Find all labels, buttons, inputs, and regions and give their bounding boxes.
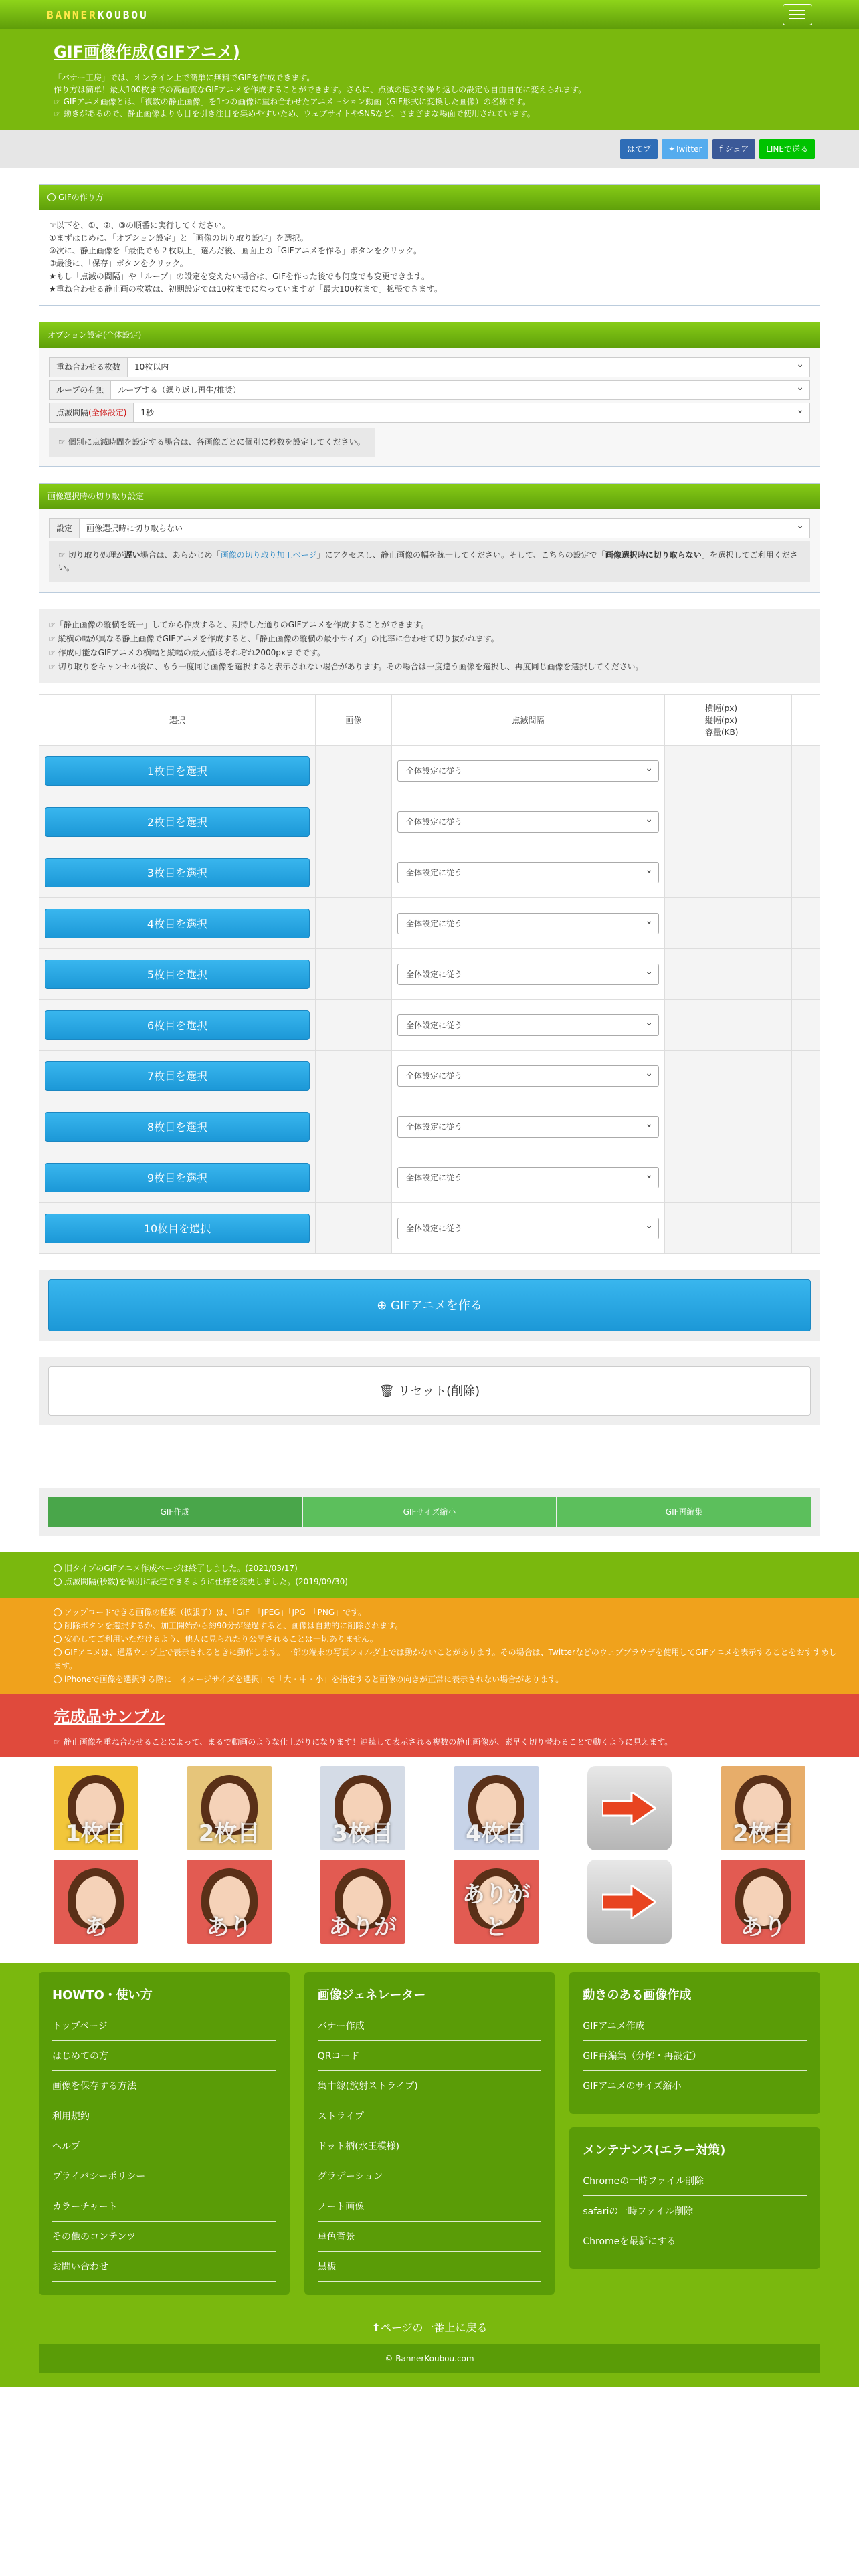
crop-note	[49, 541, 810, 582]
interval-cell	[392, 898, 665, 949]
size-cell	[665, 898, 792, 949]
col-width: 横幅(px)	[705, 703, 738, 713]
howto-line: ③最後に、「保存」ボタンをクリック。	[49, 259, 188, 268]
size-cell	[665, 847, 792, 898]
footer-link[interactable]: Chromeを最新にする	[583, 2236, 676, 2247]
footer-link[interactable]: 画像を保存する方法	[52, 2071, 276, 2101]
table-row	[39, 1051, 820, 1101]
warning-item	[54, 1646, 843, 1673]
interval-cell	[392, 1051, 665, 1101]
footer-link[interactable]: GIFアニメのサイズ縮小	[583, 2081, 682, 2092]
interval-cell	[392, 847, 665, 898]
sample-frame	[454, 1860, 539, 1944]
extra-cell	[792, 847, 820, 898]
row-interval-select[interactable]: 全体設定に従う ⌄	[397, 1116, 659, 1138]
crop-note-bold: 画像選択時に切り取らない	[605, 550, 702, 560]
facebook-share-label: シェア	[725, 144, 749, 154]
table-row	[39, 949, 820, 1000]
warning-item	[54, 1606, 843, 1619]
select-image-button[interactable]: 2枚目を選択	[45, 807, 310, 837]
make-gif-button[interactable]	[48, 1279, 811, 1331]
crop-note-text: 」を選択してご利用ください。	[58, 550, 798, 572]
crop-body	[39, 509, 820, 592]
col-filesize: 容量(KB)	[705, 727, 739, 737]
back-to-top-label: ページの一番上に戻る	[380, 2321, 488, 2334]
loop-select[interactable]	[49, 380, 810, 400]
warning-item	[54, 1673, 843, 1686]
make-box	[39, 1270, 820, 1341]
select-cell	[39, 1152, 316, 1203]
tip-item: ☞ 縦横の幅が異なる静止画像でGIFアニメを作成すると、「静止画像の縦横の最小サイズ」の比率に合わせて切り抜かれます。	[48, 634, 499, 643]
select-image-button[interactable]: 1枚目を選択	[45, 756, 310, 786]
extra-cell	[792, 1101, 820, 1152]
extra-cell	[792, 1152, 820, 1203]
make-gif-label: GIFアニメを作る	[391, 1299, 482, 1313]
menu-icon-bar	[789, 14, 805, 15]
twitter-share-button[interactable]	[662, 139, 708, 159]
warning-item	[54, 1632, 843, 1646]
footer-maint-box	[569, 2127, 820, 2269]
arrow-icon	[587, 1860, 672, 1944]
select-image-button[interactable]: 8枚目を選択	[45, 1112, 310, 1142]
sample-frame	[320, 1766, 405, 1850]
frame-label: 2枚目	[198, 1820, 260, 1847]
line-share-button[interactable]: LINEで送る	[759, 139, 815, 159]
tool-tabs	[39, 1488, 820, 1536]
crop-note-text: 場合は、あらかじめ「	[140, 550, 221, 560]
footer-link[interactable]: 利用規約	[52, 2101, 276, 2131]
footer-link[interactable]: ストライプ	[318, 2101, 542, 2131]
howto-line: ①まずはじめに、「オプション設定」と「画像の切り取り設定」を選択。	[49, 233, 308, 243]
preview-cell	[316, 1152, 392, 1203]
menu-icon-bar	[789, 18, 805, 19]
extra-cell	[792, 796, 820, 847]
table-row	[39, 1152, 820, 1203]
crop-note-text: ☞ 切り取り処理が	[58, 550, 124, 560]
select-image-button[interactable]: 3枚目を選択	[45, 858, 310, 887]
footer-link[interactable]: 単色背景	[318, 2222, 542, 2252]
preview-cell	[316, 796, 392, 847]
sample-row-2	[54, 1860, 805, 1944]
sample-frame	[54, 1860, 138, 1944]
extra-cell	[792, 949, 820, 1000]
table-row	[39, 1101, 820, 1152]
menu-icon	[789, 10, 805, 11]
interval-cell	[392, 796, 665, 847]
row-interval-select[interactable]: 全体設定に従う ⌄	[397, 964, 659, 985]
size-cell	[665, 1101, 792, 1152]
interval-label-scope: (全体設定)	[88, 408, 127, 417]
facebook-share-button[interactable]	[712, 139, 755, 159]
footer-link[interactable]: Chromeの一時ファイル削除	[583, 2166, 807, 2196]
tab-gif-edit[interactable]: GIF再編集	[557, 1497, 811, 1527]
warning-text: GIFアニメは、通常ウェブ上で表示されるときに動作します。一部の端末の写真フォルダ上では動かないことがあります。その場合は、Twitterなどのウェブブラウザを使用してGIFアニメを表示することをおすすめします。	[54, 1648, 837, 1671]
select-image-button[interactable]: 9枚目を選択	[45, 1163, 310, 1192]
reset-button[interactable]	[48, 1366, 811, 1416]
table-row	[39, 796, 820, 847]
sample-frame	[721, 1766, 805, 1850]
extra-cell	[792, 1000, 820, 1051]
news-item	[54, 1562, 843, 1575]
footer-howto-box	[39, 1972, 290, 2295]
warning-text: iPhoneで画像を選択する際に「イメージサイズを選択」で「大・中・小」を指定すると画像の向きが正常に表示されない場合があります。	[64, 1675, 564, 1684]
table-body	[39, 746, 820, 1254]
footer-link[interactable]: お問い合わせ	[52, 2252, 276, 2282]
clock-icon	[54, 1578, 62, 1586]
warning-text: 安心してご利用いただけるよう、他人に見られたり公開されることは一切ありません。	[64, 1634, 378, 1644]
footer-howto-title: HOWTO・使い方	[52, 1988, 153, 2002]
preview-cell	[316, 1203, 392, 1254]
select-cell	[39, 746, 316, 796]
options-note: ☞ 個別に点滅時間を設定する場合は、各画像ごとに個別に秒数を設定してください。	[49, 428, 375, 457]
extra-cell	[792, 1203, 820, 1254]
table-row	[39, 1203, 820, 1254]
frame-label: 2枚目	[733, 1820, 794, 1847]
size-cell	[665, 796, 792, 847]
howto-line: ②次に、静止画像を「最低でも２枚以上」選んだ後、画面上の「GIFアニメを作る」ボタンをクリック。	[49, 246, 421, 255]
preview-cell	[316, 1000, 392, 1051]
reset-box	[39, 1357, 820, 1425]
frame-label: 4枚目	[465, 1820, 527, 1847]
interval-cell	[392, 949, 665, 1000]
extra-cell	[792, 1051, 820, 1101]
tip-item: ☞ 作成可能なGIFアニメの横幅と縦幅の最大値はそれぞれ2000pxまでです。	[48, 648, 326, 657]
count-select[interactable]	[49, 357, 810, 377]
sample-frame	[320, 1860, 405, 1944]
tips-box	[39, 609, 820, 683]
image-table	[39, 694, 820, 1254]
crop-value[interactable]: 画像選択時に切り取らない ⌄	[80, 519, 809, 538]
col-interval: 点滅間隔	[392, 695, 665, 746]
select-cell	[39, 1101, 316, 1152]
tip-item: ☞ 切り取りをキャンセル後に、もう一度同じ画像を選択すると表示されない場合があります。その場合は一度違う画像を選択し、再度同じ画像を選択してください。	[48, 662, 644, 671]
extra-cell	[792, 898, 820, 949]
footer-motion-box	[569, 1972, 820, 2114]
select-cell	[39, 1203, 316, 1254]
news-item	[54, 1575, 843, 1588]
howto-title: GIFの作り方	[58, 193, 104, 202]
warning-text: アップロードできる画像の種類（拡張子）は、「GIF」「JPEG」「JPG」「PNG」です。	[64, 1608, 367, 1617]
table-header-row	[39, 695, 820, 746]
hero-text-2: 作り方は簡単！最大100枚までの高画質なGIFアニメを作成することができます。さらに、点滅の速さや繰り返しの設定も自由自在に変えられます。	[54, 85, 587, 94]
hero-text-1: 「バナー工房」では、オンライン上で簡単に無料でGIFを作成できます。	[54, 73, 315, 82]
facebook-icon: f	[719, 144, 725, 154]
select-image-button[interactable]: 6枚目を選択	[45, 1010, 310, 1040]
howto-line: ☞以下を、①、②、③の順番に実行してください。	[49, 221, 231, 230]
footer-maint-title: メンテナンス(エラー対策)	[583, 2143, 726, 2157]
sample-frame	[187, 1860, 272, 1944]
footer-link[interactable]: トップページ	[52, 2011, 276, 2041]
sample-thumbnails	[0, 1757, 859, 1963]
row-interval-select[interactable]: 全体設定に従う ⌄	[397, 760, 659, 782]
copyright: © BannerKoubou.com	[39, 2344, 820, 2373]
interval-cell	[392, 1101, 665, 1152]
twitter-share-label: Twitter	[675, 144, 702, 154]
back-to-top-link[interactable]	[39, 2319, 820, 2335]
size-cell	[665, 1051, 792, 1101]
sample-title: 完成品サンプル	[54, 1707, 165, 1726]
menu-toggle-button[interactable]	[783, 4, 812, 25]
arrow-up-icon: ⬆	[371, 2321, 381, 2334]
check-icon	[54, 1648, 62, 1656]
crop-panel	[39, 483, 820, 593]
select-cell	[39, 898, 316, 949]
footer-link[interactable]: グラデーション	[318, 2161, 542, 2191]
twitter-icon: ✦	[668, 144, 676, 154]
right-arrow-icon	[602, 1885, 656, 1919]
footer-link[interactable]: safariの一時ファイル削除	[583, 2196, 807, 2226]
col-select: 選択	[39, 695, 316, 746]
howto-header	[39, 185, 820, 210]
warning-item	[54, 1619, 843, 1632]
footer-link[interactable]: ノート画像	[318, 2191, 542, 2222]
size-cell	[665, 1152, 792, 1203]
loop-label: ループの有無	[50, 381, 111, 399]
howto-line: ★もし「点滅の間隔」や「ループ」の設定を変えたい場合は、GIFを作った後でも何度でも変更できます。	[49, 272, 430, 281]
howto-body	[39, 210, 820, 305]
check-icon	[54, 1622, 62, 1630]
preview-cell	[316, 1051, 392, 1101]
news-text: 旧タイプのGIFアニメ作成ページは終了しました。(2021/03/17)	[64, 1564, 298, 1573]
crop-note-bold: 遅い	[124, 550, 140, 560]
interval-cell	[392, 1152, 665, 1203]
frame-label: ありがと	[462, 1881, 531, 1941]
footer-link[interactable]: GIFアニメ作成	[583, 2011, 807, 2041]
hero	[0, 29, 859, 130]
table-row	[39, 746, 820, 796]
check-icon	[54, 1608, 62, 1616]
interval-select[interactable]	[49, 403, 810, 423]
sample-frame	[54, 1766, 138, 1850]
sample-desc: ☞ 静止画像を重ね合わせることによって、まるで動画のような仕上がりになります！連続して表示される複数の静止画像が、素早く切り替わることで動くように見えます。	[54, 1737, 673, 1747]
preview-cell	[316, 898, 392, 949]
crop-select[interactable]	[49, 518, 810, 538]
size-cell	[665, 1000, 792, 1051]
warning-box	[0, 1598, 859, 1694]
crop-label: 設定	[50, 519, 80, 538]
footer-howto-links	[52, 2011, 276, 2282]
row-interval-select[interactable]: 全体設定に従う ⌄	[397, 862, 659, 883]
sample-frame	[187, 1766, 272, 1850]
reset-label: リセット(削除)	[398, 1384, 480, 1398]
hero-text-4: ☞ 動きがあるので、静止画像よりも目を引き注目を集めやすいため、ウェブサイトやSNSなど、さまざまな場面で使用されています。	[54, 109, 535, 118]
row-interval-select[interactable]: 全体設定に従う ⌄	[397, 1014, 659, 1036]
howto-line: ★重ね合わせる静止画の枚数は、初期設定では10枚までになっていますが「最大100枚まで」拡張できます。	[49, 284, 442, 294]
size-cell	[665, 1203, 792, 1254]
news-box	[0, 1552, 859, 1598]
footer-link[interactable]: ヘルプ	[52, 2131, 276, 2161]
footer-link[interactable]: QRコード	[318, 2041, 542, 2071]
options-body	[39, 348, 820, 466]
footer-link[interactable]: ドット柄(水玉模様)	[318, 2131, 542, 2161]
logo-part-a: BANNER	[47, 8, 98, 21]
frame-label: あり	[206, 1914, 252, 1941]
select-cell	[39, 1000, 316, 1051]
footer-generator-title: 画像ジェネレーター	[317, 1988, 426, 2002]
logo[interactable]	[47, 9, 149, 21]
interval-label-text: 点滅間隔	[56, 408, 89, 417]
arrow-icon	[587, 1766, 672, 1850]
col-image: 画像	[316, 695, 392, 746]
howto-panel	[39, 184, 820, 306]
footer-link[interactable]: カラーチャート	[52, 2191, 276, 2222]
interval-cell	[392, 1000, 665, 1051]
row-interval-select[interactable]: 全体設定に従う ⌄	[397, 1218, 659, 1239]
sample-frame	[721, 1860, 805, 1944]
row-interval-select[interactable]: 全体設定に従う ⌄	[397, 913, 659, 934]
table-row	[39, 1000, 820, 1051]
col-height: 縦幅(px)	[705, 715, 738, 725]
sample-section	[0, 1694, 859, 1757]
frame-label: あ	[84, 1914, 107, 1941]
select-image-button[interactable]: 10枚目を選択	[45, 1214, 310, 1243]
check-icon	[47, 193, 56, 201]
tip-item: ☞「静止画像の縦横を統一」してから作成すると、期待した通りのGIFアニメを作成することができます。	[48, 620, 429, 629]
tab-gif-resize[interactable]: GIFサイズ縮小	[303, 1497, 558, 1527]
footer-motion-links	[583, 2011, 807, 2101]
preview-cell	[316, 1101, 392, 1152]
footer-maint-links	[583, 2166, 807, 2256]
select-image-button[interactable]: 5枚目を選択	[45, 960, 310, 989]
size-cell	[665, 746, 792, 796]
interval-value[interactable]: 1秒 ⌄	[134, 403, 809, 422]
check-icon	[54, 1635, 62, 1643]
check-icon	[54, 1675, 62, 1683]
col-size	[665, 695, 792, 746]
row-interval-select[interactable]: 全体設定に従う ⌄	[397, 1167, 659, 1188]
frame-label: 1枚目	[65, 1820, 126, 1847]
preview-cell	[316, 949, 392, 1000]
table-row	[39, 898, 820, 949]
col-extra	[792, 695, 820, 746]
select-image-button[interactable]: 7枚目を選択	[45, 1061, 310, 1091]
crop-note-text: 」にアクセスし、静止画像の幅を統一してください。そして、こちらの設定で「	[316, 550, 605, 560]
table-row	[39, 847, 820, 898]
row-interval-select[interactable]: 全体設定に従う ⌄	[397, 811, 659, 833]
preview-cell	[316, 847, 392, 898]
options-panel	[39, 322, 820, 467]
footer-link[interactable]: プライバシーポリシー	[52, 2161, 276, 2191]
right-arrow-icon	[602, 1792, 656, 1825]
loop-value[interactable]: ループする（繰り返し再生/推奨） ⌄	[111, 381, 809, 399]
select-cell	[39, 796, 316, 847]
select-cell	[39, 847, 316, 898]
footer-generator-box	[304, 1972, 555, 2295]
footer-link[interactable]: はじめての方	[52, 2041, 276, 2071]
row-interval-select[interactable]: 全体設定に従う ⌄	[397, 1065, 659, 1087]
share-bar	[0, 130, 859, 168]
footer-link[interactable]: その他のコンテンツ	[52, 2222, 276, 2252]
select-image-button[interactable]: 4枚目を選択	[45, 909, 310, 938]
page-title: GIF画像作成(GIFアニメ)	[54, 43, 240, 62]
count-label: 重ね合わせる枚数	[50, 358, 128, 377]
size-cell	[665, 949, 792, 1000]
count-value[interactable]: 10枚以内 ⌄	[128, 358, 809, 377]
preview-cell	[316, 746, 392, 796]
hatena-share-button[interactable]: はてブ	[620, 139, 658, 159]
sample-frame	[454, 1766, 539, 1850]
trash-icon: 🗑	[379, 1384, 399, 1398]
navbar	[0, 0, 859, 29]
interval-label	[50, 403, 134, 422]
extra-cell	[792, 746, 820, 796]
select-cell	[39, 949, 316, 1000]
plus-circle-icon: ⊕	[377, 1299, 391, 1313]
news-text: 点滅間隔(秒数)を個別に設定できるように仕様を変更しました。(2019/09/30)	[64, 1577, 348, 1586]
footer-link[interactable]: バナー作成	[318, 2011, 542, 2041]
frame-label: あり	[740, 1914, 786, 1941]
footer-link[interactable]: 集中線(放射ストライプ)	[318, 2071, 542, 2101]
footer-link[interactable]: GIF再編集（分解・再設定）	[583, 2041, 807, 2071]
sample-row-1	[54, 1766, 805, 1850]
tab-gif-create[interactable]: GIF作成	[48, 1497, 303, 1527]
footer-generator-links	[318, 2011, 542, 2282]
footer-motion-title: 動きのある画像作成	[583, 1988, 692, 2002]
interval-cell	[392, 746, 665, 796]
clock-icon	[54, 1564, 62, 1572]
logo-part-b: KOUBOU	[97, 8, 149, 21]
frame-label: 3枚目	[332, 1820, 394, 1847]
options-header: オプション設定(全体設定)	[39, 322, 820, 348]
hero-text-3: ☞ GIFアニメ画像とは、「複数の静止画像」を1つの画像に重ね合わせたアニメーション動画（GIF形式に変換した画像）の名称です。	[54, 97, 531, 106]
footer-link[interactable]: 黒板	[318, 2252, 542, 2282]
warning-text: 削除ボタンを選択するか、加工開始から約90分が経過すると、画像は自動的に削除されます。	[64, 1621, 403, 1630]
frame-label: ありが	[328, 1914, 397, 1941]
select-cell	[39, 1051, 316, 1101]
crop-page-link[interactable]: 画像の切り取り加工ページ	[220, 550, 317, 560]
interval-cell	[392, 1203, 665, 1254]
crop-header: 画像選択時の切り取り設定	[39, 484, 820, 509]
footer	[0, 1963, 859, 2387]
